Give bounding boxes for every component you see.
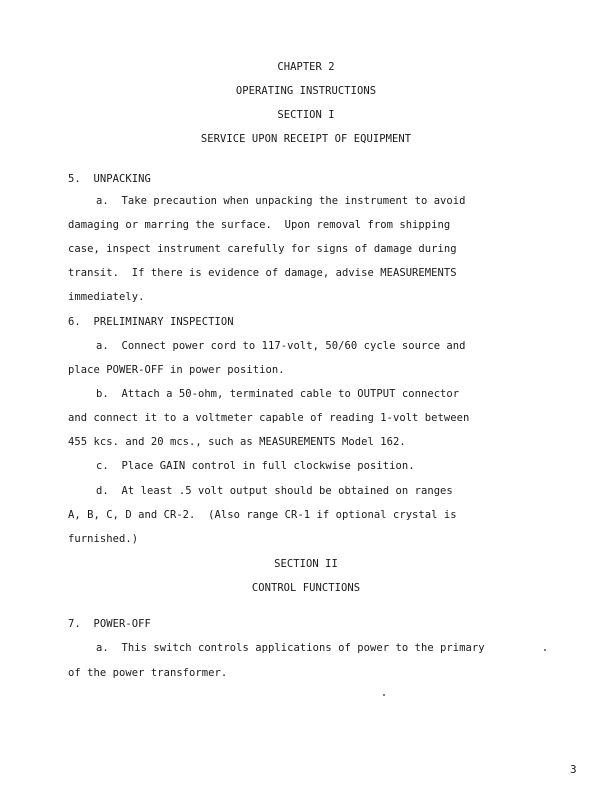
- section2-heading: SECTION II: [274, 558, 338, 570]
- preliminary-line: a. Connect power cord to 117-volt, 50/60 cycle source and: [96, 340, 466, 352]
- preliminary-line: 455 kcs. and 20 mcs., such as MEASUREMENTS Model 162.: [68, 436, 406, 448]
- unpacking-line: case, inspect instrument carefully for signs of damage during: [68, 243, 457, 255]
- preliminary-line: and connect it to a voltmeter capable of reading 1-volt between: [68, 412, 470, 424]
- section-title: SERVICE UPON RECEIPT OF EQUIPMENT: [200, 133, 412, 145]
- unpacking-line: immediately.: [68, 291, 145, 303]
- power-off-line: of the power transformer.: [68, 667, 228, 679]
- preliminary-line: c. Place GAIN control in full clockwise position.: [96, 460, 415, 472]
- power-off-heading: 7. POWER-OFF: [68, 618, 151, 630]
- power-off-line: a. This switch controls applications of power to the primary: [96, 642, 485, 654]
- preliminary-heading: 6. PRELIMINARY INSPECTION: [68, 316, 234, 328]
- preliminary-line: furnished.): [68, 533, 139, 545]
- preliminary-line: d. At least .5 volt output should be obtained on ranges: [96, 485, 453, 497]
- unpacking-line: damaging or marring the surface. Upon removal from shipping: [68, 219, 451, 231]
- chapter-heading: CHAPTER 2: [277, 61, 335, 73]
- page-number: 3: [570, 763, 577, 776]
- unpacking-line: transit. If there is evidence of damage, advise MEASUREMENTS: [68, 267, 457, 279]
- unpacking-line: a. Take precaution when unpacking the instrument to avoid: [96, 195, 466, 207]
- unpacking-heading: 5. UNPACKING: [68, 173, 151, 185]
- scan-speck: [383, 694, 385, 696]
- scan-speck: [544, 649, 546, 651]
- section2-title: CONTROL FUNCTIONS: [251, 582, 361, 594]
- section-heading: SECTION I: [277, 109, 335, 121]
- chapter-title: OPERATING INSTRUCTIONS: [235, 85, 377, 97]
- preliminary-line: place POWER-OFF in power position.: [68, 364, 285, 376]
- preliminary-line: A, B, C, D and CR-2. (Also range CR-1 if optional crystal is: [68, 509, 457, 521]
- preliminary-line: b. Attach a 50-ohm, terminated cable to OUTPUT connector: [96, 388, 460, 400]
